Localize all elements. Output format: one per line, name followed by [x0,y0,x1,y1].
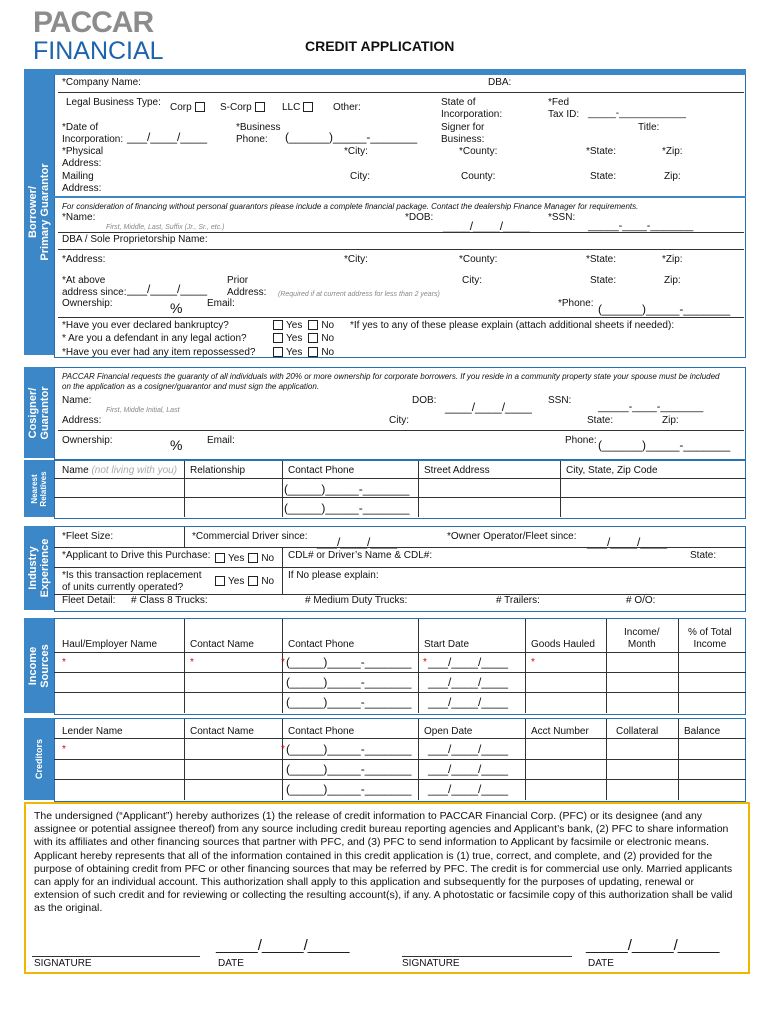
prior-label: Prior Address: [227,275,267,298]
divider [606,619,607,713]
divider [58,232,744,233]
cosigner-pct: % [170,437,183,453]
relatives-phone-2[interactable]: (_____)_____-_______ [284,501,410,515]
divider [58,430,744,431]
state-label: State: [590,171,617,182]
checkbox[interactable] [215,576,225,586]
llc-option[interactable]: LLC [282,102,316,114]
mailing-label: Mailing Address: [62,171,102,194]
yes-no-1[interactable]: Yes No [270,320,334,332]
question-legal: * Are you a defendant in any legal action? [62,333,247,344]
divider [525,619,526,713]
authorization-text: The undersigned (“Applicant”) hereby authorizes (1) the release of credit information to PACCAR Financial Corp. (PFC) or its designee (and any assignee or potential assignee thereof) from any source including credit bureau reporting agencies and Applicant’s bank, (2) PFC to share information with its affiliates and other financing sources that partner with PFC, and (3) PFC to send information to Applicant by facsimile or electronic means. Applicant hereby represents that all of the information contained in this credit application is (1) true, correct, and complete, and (2) provided for the purpose of obtaining credit from PFC or other financing sources that may be referred by PFC. The credit is for commercial use only. Married applicants can apply for an individual account. This authorization shall apply to this application and subsequently for the purposes of updating, renewal or extension of such credit and for reviewing or collecting the resulting account(s), if any. A photostatic or facsimile copy of this authorization shall be valid as the original. [34,810,733,915]
cosigner-dob-label: DOB: [412,395,437,406]
divider [54,567,746,568]
divider [560,461,561,517]
checkbox[interactable] [195,102,205,112]
checkbox[interactable] [255,102,265,112]
cdl-label: CDL# or Driver’s Name & CDL#: [288,550,433,561]
date-inc-blank[interactable]: ___/____/____ [127,130,208,144]
divider [54,692,746,693]
relatives-city-header: City, State, Zip Code [566,465,658,476]
dba-label: DBA: [488,77,512,88]
bus-phone-label: *Business Phone: [236,122,281,145]
creditors-lender-header: Lender Name [62,726,123,737]
relatives-contact-header: Contact Phone [288,465,355,476]
date-blank-1[interactable]: _____/_____/_____ [216,937,350,954]
creditors-acct-header: Acct Number [531,726,589,737]
creditors-date-2[interactable]: ___/____/____ [428,762,509,776]
creditors-contact-name-header: Contact Name [190,726,254,737]
city-star-label-2: *City: [344,254,368,265]
cosigner-email-label: Email: [207,435,235,446]
corp-option[interactable]: Corp [170,102,208,114]
signature-line-2[interactable] [402,956,572,957]
checkbox[interactable] [273,320,283,330]
zip-star-label: *Zip: [662,146,683,157]
required-mark: * [531,657,535,668]
cosigner-address-label: Address: [62,415,102,426]
income-contact-name-header: Contact Name [190,639,254,650]
ssn-label: *SSN: [548,212,576,223]
state-star-label: *State: [586,146,617,157]
relatives-relationship-header: Relationship [190,465,246,476]
city-label: City: [350,171,370,182]
city-star-label: *City: [344,146,368,157]
explain-label: *If yes to any of these please explain (attach additional sheets if needed): [350,320,675,331]
creditors-phone-1[interactable]: (_____)_____-_______ [286,742,412,756]
income-date-1[interactable]: ___/____/____ [428,655,509,669]
required-mark: * [190,657,194,668]
question-repossessed: *Have you ever had any item repossessed? [62,347,256,358]
checkbox[interactable] [308,347,318,357]
divider [282,548,283,594]
creditors-phone-2[interactable]: (_____)_____-_______ [286,762,412,776]
yes-no-2[interactable]: Yes No [270,333,334,345]
state-label-2: State: [590,275,617,286]
relatives-name-header: Name (not living with you) [62,465,178,476]
state-inc-label: State of Incorporation: [441,97,503,120]
signature-label-2: SIGNATURE [402,958,460,969]
ownership-label: Ownership: [62,298,113,309]
medium-label: # Medium Duty Trucks: [305,595,408,606]
section-label-income: Income Sources [24,618,54,713]
divider [184,527,185,547]
cosigner-state-label: State: [587,415,614,426]
income-goods-header: Goods Hauled [531,639,595,650]
cdl-since-label: *Commercial Driver since: [192,531,308,542]
creditors-date-1[interactable]: ___/____/____ [428,742,509,756]
divider [54,759,746,760]
date-inc-label: *Date of Incorporation: [62,122,124,145]
divider [54,547,746,548]
income-contact-phone-header: Contact Phone [288,639,355,650]
section-label-industry: Industry Experience [24,526,54,610]
address-label: *Address: [62,254,106,265]
zip-star-label-2: *Zip: [662,254,683,265]
dob-blank[interactable]: ____/____/____ [443,219,530,233]
divider [58,92,744,93]
divider [282,461,283,517]
divider [184,461,185,517]
dob-label: *DOB: [405,212,434,223]
creditors-open-header: Open Date [424,726,473,737]
creditors-contact-phone-header: Contact Phone [288,726,355,737]
owner-op-label: *Owner Operator/Fleet since: [447,531,577,542]
signature-label-1: SIGNATURE [34,958,92,969]
since-blank[interactable]: ___/____/____ [127,282,208,296]
zip-label: Zip: [664,171,681,182]
date-label-2: DATE [588,958,614,969]
cosigner-city-label: City: [389,415,409,426]
authorization-box [24,802,750,974]
checkbox[interactable] [308,320,318,330]
cosigner-zip-label: Zip: [662,415,679,426]
cosigner-phone-label: Phone: [565,435,597,446]
name-label: *Name: [62,212,96,223]
section-label-cosigner: Cosigner/ Guarantor [24,367,54,458]
checkbox[interactable] [273,347,283,357]
class8-label: # Class 8 Trucks: [131,595,208,606]
trailers-label: # Trailers: [496,595,540,606]
yes-no-3[interactable]: Yes No [270,347,334,359]
income-phone-2[interactable]: (_____)_____-_______ [286,675,412,689]
transaction-yes-no[interactable]: Yes No [212,576,274,588]
transaction-label: *Is this transaction replacement of units currently operated? [62,570,202,593]
date-blank-2[interactable]: _____/_____/_____ [586,937,720,954]
industry-state-label: State: [690,550,717,561]
divider [678,619,679,713]
ownership-pct: % [170,300,183,316]
county-label: County: [461,171,496,182]
legal-type-label: Legal Business Type: [66,97,161,108]
physical-label: *Physical Address: [62,146,104,169]
section-label-creditors: Creditors [24,718,54,800]
divider [418,461,419,517]
relatives-street-header: Street Address [424,465,490,476]
county-star-label-2: *County: [459,254,498,265]
creditors-date-3[interactable]: ___/____/____ [428,782,509,796]
checkbox[interactable] [273,333,283,343]
creditors-balance-header: Balance [684,726,721,737]
checkbox[interactable] [308,333,318,343]
cosigner-dob-blank[interactable]: ____/____/____ [445,400,532,414]
owner-op-blank[interactable]: ___/____/____ [587,535,668,549]
divider [54,652,746,653]
section-label-relatives: Nearest Relatives [24,460,54,517]
fleet-detail-label: Fleet Detail: [62,595,116,606]
signer-label: Signer for Business: [441,122,485,145]
required-mark: * [62,657,66,668]
required-mark: * [62,744,66,755]
income-pct-header: % of Total Income [688,627,732,650]
creditors-phone-3[interactable]: (_____)_____-_______ [286,782,412,796]
cosigner-note: PACCAR Financial requests the guaranty of all individuals with 20% or more ownership for corporate borrowers. If you reside in a community property state your spouse must be included on the application as a cosigner/guarantor and must sign the application. [62,372,720,391]
fleet-size-label: *Fleet Size: [62,531,114,542]
zip-label-2: Zip: [664,275,681,286]
phone-blank[interactable]: (______)_____-_______ [598,302,731,316]
cosigner-ownership-label: Ownership: [62,435,113,446]
creditors-collateral-header: Collateral [616,726,659,737]
signature-line-1[interactable] [32,956,200,957]
company-name-label: *Company Name: [62,77,141,88]
required-mark: * [423,657,427,668]
checkbox[interactable] [248,553,258,563]
applicant-yes-no[interactable]: Yes No [212,553,274,565]
prior-hint: (Required if at current address for less than 2 years) [278,291,440,298]
divider [58,249,744,250]
cosigner-name-label: Name: [62,395,92,406]
logo-financial: FINANCIAL [33,37,164,65]
required-mark: * [281,744,285,755]
cosigner-name-hint: First, Middle Initial, Last [106,407,180,414]
checkbox[interactable] [248,576,258,586]
divider [54,738,746,739]
cosigner-ssn-label: SSN: [548,395,572,406]
bus-phone-blank[interactable]: (______)_____-_______ [285,130,418,144]
divider [418,619,419,713]
oo-label: # O/O: [626,595,656,606]
logo-paccar: PACCAR [33,6,154,39]
income-haul-header: Haul/Employer Name [62,639,158,650]
state-star-label-2: *State: [586,254,617,265]
guarantor-note: For consideration of financing without personal guarantors please include a complete financial package. Contact the dealership Finance Manager for requirements. [62,202,639,211]
divider [54,497,746,498]
city-label-2: City: [462,275,482,286]
fed-tax-label: *Fed Tax ID: [548,97,580,120]
email-label: Email: [207,298,235,309]
divider [184,619,185,713]
at-above-label: *At above address since: [62,275,127,298]
name-hint: First, Middle, Last, Suffix (Jr., Sr., etc.) [106,224,225,231]
checkbox[interactable] [215,553,225,563]
county-star-label: *County: [459,146,498,157]
income-month-header: Income/ Month [624,627,660,650]
paccar-logo [33,8,173,64]
page-title: CREDIT APPLICATION [305,38,455,54]
cosigner-phone-blank[interactable]: (______)_____-_______ [598,438,731,452]
if-no-label: If No please explain: [288,570,379,581]
scorp-option[interactable]: S-Corp [220,102,268,114]
fed-tax-blank[interactable]: _____-____________ [588,108,686,119]
cosigner-ssn-blank[interactable]: _____-____-_______ [598,401,704,413]
divider [58,317,744,318]
section-label-borrower: Borrower/ Primary Guarantor [24,69,54,355]
borrower-top-bar [54,69,746,75]
divider [54,672,746,673]
date-label-1: DATE [218,958,244,969]
applicant-drive-label: *Applicant to Drive this Purchase: [62,550,211,561]
income-date-2[interactable]: ___/____/____ [428,675,509,689]
divider [54,478,746,479]
other-option[interactable]: Other: [333,102,361,113]
cdl-since-blank[interactable]: ___/____/____ [317,535,398,549]
ssn-blank[interactable]: _____-____-_______ [588,220,694,232]
relatives-phone-1[interactable]: (_____)_____-_______ [284,482,410,496]
phone-star-label: *Phone: [558,298,594,309]
required-mark: * [281,657,285,668]
dba-sole-label: DBA / Sole Proprietorship Name: [62,234,208,245]
income-start-header: Start Date [424,639,470,650]
checkbox[interactable] [303,102,313,112]
income-phone-3[interactable]: (_____)_____-_______ [286,695,412,709]
divider [54,779,746,780]
divider [54,196,746,198]
title-label: Title: [638,122,660,133]
question-bankruptcy: *Have you ever declared bankruptcy? [62,320,229,331]
income-date-3[interactable]: ___/____/____ [428,695,509,709]
income-phone-1[interactable]: (_____)_____-_______ [286,655,412,669]
